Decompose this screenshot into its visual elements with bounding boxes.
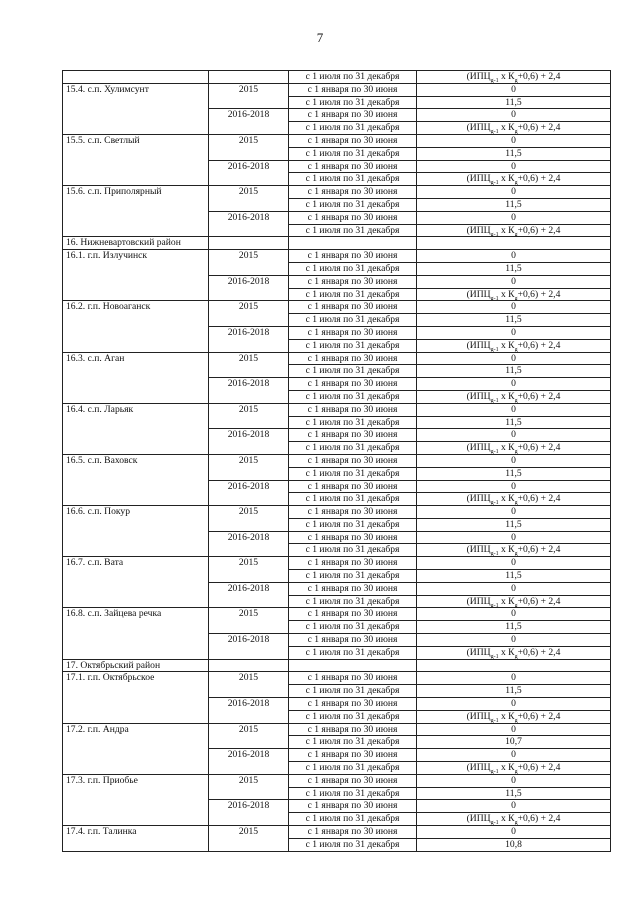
period-cell: с 1 января по 30 июня bbox=[289, 250, 417, 263]
period-cell: с 1 января по 30 июня bbox=[289, 826, 417, 839]
period-cell: с 1 июля по 31 декабря bbox=[289, 224, 417, 237]
period-cell: с 1 июля по 31 декабря bbox=[289, 710, 417, 723]
period-cell: с 1 июля по 31 декабря bbox=[289, 621, 417, 634]
settlement-name: 16.6. с.п. Покур bbox=[63, 506, 209, 557]
settlement-name: 17.4. г.п. Талинка bbox=[63, 826, 209, 852]
table-row bbox=[63, 506, 611, 519]
period-cell: с 1 июля по 31 декабря bbox=[289, 685, 417, 698]
table-row bbox=[63, 83, 611, 96]
period-cell: с 1 января по 30 июня bbox=[289, 531, 417, 544]
tariff-table-body bbox=[63, 71, 611, 852]
value-cell: ($ИПЦ_{g-1}$ х $К_g+0,6) + 2,4$ bbox=[417, 173, 611, 186]
period-cell: с 1 июля по 31 декабря bbox=[289, 416, 417, 429]
value-cell: 0 bbox=[417, 826, 611, 839]
period-cell: с 1 января по 30 июня bbox=[289, 698, 417, 711]
value-cell formula-cell: ($ИПЦ_{g-1}$ х $К_g+0,6) + 2,4$ bbox=[417, 71, 611, 84]
settlement-name: 16.8. с.п. Зайцева речка bbox=[63, 608, 209, 659]
settlement-name: 16.5. с.п. Ваховск bbox=[63, 454, 209, 505]
value-cell: 0 bbox=[417, 109, 611, 122]
period-cell: с 1 января по 30 июня bbox=[289, 134, 417, 147]
period-cell: с 1 января по 30 июня bbox=[289, 557, 417, 570]
value-cell: 0 bbox=[417, 698, 611, 711]
value-cell: 0 bbox=[417, 301, 611, 314]
value-cell: 11,5 bbox=[417, 96, 611, 109]
settlement-name: 16.1. г.п. Излучинск bbox=[63, 250, 209, 301]
period-cell: с 1 июля по 31 декабря bbox=[289, 96, 417, 109]
value-cell: 10,8 bbox=[417, 838, 611, 851]
value-cell: 11,5 bbox=[417, 518, 611, 531]
district-name: 16. Нижневартовский район bbox=[63, 237, 209, 250]
period-cell: с 1 июля по 31 декабря bbox=[289, 813, 417, 826]
period-cell: с 1 июля по 31 декабря bbox=[289, 339, 417, 352]
year-cell: 2016-2018 bbox=[209, 109, 289, 135]
year-cell: 2015 bbox=[209, 723, 289, 749]
period-cell: с 1 июля по 31 декабря bbox=[289, 365, 417, 378]
period-cell: с 1 января по 30 июня bbox=[289, 275, 417, 288]
value-cell: 0 bbox=[417, 774, 611, 787]
value-cell: 11,5 bbox=[417, 570, 611, 583]
year-cell: 2015 bbox=[209, 83, 289, 109]
value-cell: 0 bbox=[417, 211, 611, 224]
year-cell: 2015 bbox=[209, 557, 289, 583]
period-cell: с 1 января по 30 июня bbox=[289, 480, 417, 493]
period-cell: с 1 июля по 31 декабря bbox=[289, 122, 417, 135]
table-row bbox=[63, 826, 611, 839]
value-cell: 11,5 bbox=[417, 365, 611, 378]
value-cell: 11,5 bbox=[417, 621, 611, 634]
value-cell: ($ИПЦ_{g-1}$ х $К_g+0,6) + 2,4$ bbox=[417, 122, 611, 135]
table-row bbox=[63, 557, 611, 570]
value-cell: 11,5 bbox=[417, 416, 611, 429]
value-cell: ($ИПЦ_{g-1}$ х $К_g+0,6) + 2,4$ bbox=[417, 646, 611, 659]
value-cell: 0 bbox=[417, 134, 611, 147]
value-cell: 11,5 bbox=[417, 685, 611, 698]
period-cell: с 1 января по 30 июня bbox=[289, 634, 417, 647]
year-cell: 2015 bbox=[209, 506, 289, 532]
period-cell: с 1 июля по 31 декабря bbox=[289, 787, 417, 800]
value-cell: ($ИПЦ_{g-1}$ х $К_g+0,6) + 2,4$ bbox=[417, 288, 611, 301]
value-cell: 0 bbox=[417, 608, 611, 621]
table-row bbox=[63, 71, 611, 84]
district-row bbox=[63, 659, 611, 672]
value-cell: 0 bbox=[417, 454, 611, 467]
empty-cell bbox=[209, 659, 289, 672]
value-cell: 0 bbox=[417, 326, 611, 339]
year-cell bbox=[209, 71, 289, 84]
period-cell: с 1 июля по 31 декабря bbox=[289, 71, 417, 84]
value-cell: 0 bbox=[417, 250, 611, 263]
period-cell: с 1 июля по 31 декабря bbox=[289, 518, 417, 531]
period-cell: с 1 января по 30 июня bbox=[289, 608, 417, 621]
value-cell: 11,5 bbox=[417, 198, 611, 211]
period-cell: с 1 января по 30 июня bbox=[289, 186, 417, 199]
period-cell: с 1 января по 30 июня bbox=[289, 109, 417, 122]
value-cell: 0 bbox=[417, 531, 611, 544]
period-cell: с 1 января по 30 июня bbox=[289, 506, 417, 519]
year-cell: 2016-2018 bbox=[209, 531, 289, 557]
year-cell: 2016-2018 bbox=[209, 160, 289, 186]
value-cell: 11,5 bbox=[417, 787, 611, 800]
year-cell: 2015 bbox=[209, 774, 289, 800]
period-cell: с 1 января по 30 июня bbox=[289, 672, 417, 685]
settlement-name: 15.5. с.п. Светлый bbox=[63, 134, 209, 185]
table-row bbox=[63, 723, 611, 736]
table-row bbox=[63, 250, 611, 263]
settlement-name: 16.4. с.п. Ларьяк bbox=[63, 403, 209, 454]
period-cell: с 1 июля по 31 декабря bbox=[289, 646, 417, 659]
value-cell: 11,5 bbox=[417, 262, 611, 275]
year-cell: 2016-2018 bbox=[209, 749, 289, 775]
value-cell: ($ИПЦ_{g-1}$ х $К_g+0,6) + 2,4$ bbox=[417, 224, 611, 237]
period-cell: с 1 января по 30 июня bbox=[289, 326, 417, 339]
year-cell: 2015 bbox=[209, 134, 289, 160]
value-cell: ($ИПЦ_{g-1}$ х $К_g+0,6) + 2,4$ bbox=[417, 442, 611, 455]
period-cell: с 1 января по 30 июня bbox=[289, 749, 417, 762]
settlement-name: 17.1. г.п. Октябрьское bbox=[63, 672, 209, 723]
table-row bbox=[63, 608, 611, 621]
period-cell: с 1 июля по 31 декабря bbox=[289, 570, 417, 583]
period-cell: с 1 января по 30 июня bbox=[289, 774, 417, 787]
period-cell: с 1 июля по 31 декабря bbox=[289, 467, 417, 480]
empty-cell bbox=[417, 237, 611, 250]
year-cell: 2015 bbox=[209, 672, 289, 698]
year-cell: 2015 bbox=[209, 301, 289, 327]
value-cell: ($ИПЦ_{g-1}$ х $К_g+0,6) + 2,4$ bbox=[417, 762, 611, 775]
value-cell: 10,7 bbox=[417, 736, 611, 749]
empty-cell bbox=[289, 237, 417, 250]
year-cell: 2016-2018 bbox=[209, 326, 289, 352]
period-cell: с 1 июля по 31 декабря bbox=[289, 595, 417, 608]
period-cell: с 1 января по 30 июня bbox=[289, 352, 417, 365]
value-cell: ($ИПЦ_{g-1}$ х $К_g+0,6) + 2,4$ bbox=[417, 544, 611, 557]
value-cell: 11,5 bbox=[417, 314, 611, 327]
value-cell: 0 bbox=[417, 800, 611, 813]
year-cell: 2016-2018 bbox=[209, 480, 289, 506]
period-cell: с 1 июля по 31 декабря bbox=[289, 838, 417, 851]
period-cell: с 1 июля по 31 декабря bbox=[289, 198, 417, 211]
year-cell: 2016-2018 bbox=[209, 800, 289, 826]
settlement-cell bbox=[63, 71, 209, 84]
value-cell: 0 bbox=[417, 403, 611, 416]
year-cell: 2016-2018 bbox=[209, 698, 289, 724]
value-cell: 0 bbox=[417, 582, 611, 595]
period-cell: с 1 января по 30 июня bbox=[289, 83, 417, 96]
year-cell: 2016-2018 bbox=[209, 429, 289, 455]
period-cell: с 1 июля по 31 декабря bbox=[289, 736, 417, 749]
period-cell: с 1 января по 30 июня bbox=[289, 800, 417, 813]
year-cell: 2016-2018 bbox=[209, 378, 289, 404]
table-row bbox=[63, 186, 611, 199]
district-name: 17. Октябрьский район bbox=[63, 659, 209, 672]
value-cell: ($ИПЦ_{g-1}$ х $К_g+0,6) + 2,4$ bbox=[417, 710, 611, 723]
year-cell: 2015 bbox=[209, 454, 289, 480]
table-row bbox=[63, 403, 611, 416]
value-cell: 0 bbox=[417, 378, 611, 391]
period-cell: с 1 июля по 31 декабря bbox=[289, 314, 417, 327]
value-cell: ($ИПЦ_{g-1}$ х $К_g+0,6) + 2,4$ bbox=[417, 813, 611, 826]
period-cell: с 1 июля по 31 декабря bbox=[289, 147, 417, 160]
period-cell: с 1 июля по 31 декабря bbox=[289, 173, 417, 186]
year-cell: 2015 bbox=[209, 608, 289, 634]
empty-cell bbox=[289, 659, 417, 672]
settlement-name: 17.3. г.п. Приобье bbox=[63, 774, 209, 825]
period-cell: с 1 января по 30 июня bbox=[289, 378, 417, 391]
period-cell: с 1 июля по 31 декабря bbox=[289, 493, 417, 506]
period-cell: с 1 января по 30 июня bbox=[289, 454, 417, 467]
tariff-table bbox=[62, 70, 611, 852]
value-cell: ($ИПЦ_{g-1}$ х $К_g+0,6) + 2,4$ bbox=[417, 595, 611, 608]
year-cell: 2015 bbox=[209, 250, 289, 276]
table-row bbox=[63, 454, 611, 467]
table-row bbox=[63, 134, 611, 147]
settlement-name: 16.7. с.п. Вата bbox=[63, 557, 209, 608]
value-cell: 0 bbox=[417, 672, 611, 685]
period-cell: с 1 июля по 31 декабря bbox=[289, 544, 417, 557]
period-cell: с 1 января по 30 июня bbox=[289, 582, 417, 595]
year-cell: 2015 bbox=[209, 352, 289, 378]
value-cell: 0 bbox=[417, 429, 611, 442]
period-cell: с 1 июля по 31 декабря bbox=[289, 390, 417, 403]
value-cell: 0 bbox=[417, 634, 611, 647]
value-cell: 0 bbox=[417, 723, 611, 736]
period-cell: с 1 июля по 31 декабря bbox=[289, 288, 417, 301]
page-number: 7 bbox=[316, 30, 324, 45]
value-cell: 11,5 bbox=[417, 467, 611, 480]
period-cell: с 1 января по 30 июня bbox=[289, 211, 417, 224]
period-cell: с 1 января по 30 июня bbox=[289, 403, 417, 416]
value-cell: 0 bbox=[417, 352, 611, 365]
value-cell: 0 bbox=[417, 749, 611, 762]
district-row bbox=[63, 237, 611, 250]
year-cell: 2015 bbox=[209, 186, 289, 212]
period-cell: с 1 января по 30 июня bbox=[289, 160, 417, 173]
year-cell: 2016-2018 bbox=[209, 634, 289, 660]
table-row bbox=[63, 672, 611, 685]
value-cell: 0 bbox=[417, 186, 611, 199]
value-cell: 0 bbox=[417, 275, 611, 288]
table-row bbox=[63, 352, 611, 365]
value-cell: 11,5 bbox=[417, 147, 611, 160]
period-cell: с 1 июля по 31 декабря bbox=[289, 262, 417, 275]
year-cell: 2016-2018 bbox=[209, 275, 289, 301]
table-row bbox=[63, 301, 611, 314]
year-cell: 2015 bbox=[209, 826, 289, 852]
value-cell: 0 bbox=[417, 506, 611, 519]
table-row bbox=[63, 774, 611, 787]
year-cell: 2015 bbox=[209, 403, 289, 429]
period-cell: с 1 июля по 31 декабря bbox=[289, 762, 417, 775]
settlement-name: 16.2. г.п. Новоаганск bbox=[63, 301, 209, 352]
empty-cell bbox=[209, 237, 289, 250]
value-cell: ($ИПЦ_{g-1}$ х $К_g+0,6) + 2,4$ bbox=[417, 339, 611, 352]
value-cell: ($ИПЦ_{g-1}$ х $К_g+0,6) + 2,4$ bbox=[417, 390, 611, 403]
settlement-name: 17.2. г.п. Андра bbox=[63, 723, 209, 774]
value-cell: 0 bbox=[417, 480, 611, 493]
value-cell: 0 bbox=[417, 160, 611, 173]
year-cell: 2016-2018 bbox=[209, 211, 289, 237]
period-cell: с 1 января по 30 июня bbox=[289, 723, 417, 736]
value-cell: 0 bbox=[417, 557, 611, 570]
settlement-name: 16.3. с.п. Аган bbox=[63, 352, 209, 403]
period-cell: с 1 июля по 31 декабря bbox=[289, 442, 417, 455]
settlement-name: 15.4. с.п. Хулимсунт bbox=[63, 83, 209, 134]
empty-cell bbox=[417, 659, 611, 672]
year-cell: 2016-2018 bbox=[209, 582, 289, 608]
value-cell: ($ИПЦ_{g-1}$ х $К_g+0,6) + 2,4$ bbox=[417, 493, 611, 506]
period-cell: с 1 января по 30 июня bbox=[289, 301, 417, 314]
value-cell: 0 bbox=[417, 83, 611, 96]
period-cell: с 1 января по 30 июня bbox=[289, 429, 417, 442]
settlement-name: 15.6. с.п. Приполярный bbox=[63, 186, 209, 237]
